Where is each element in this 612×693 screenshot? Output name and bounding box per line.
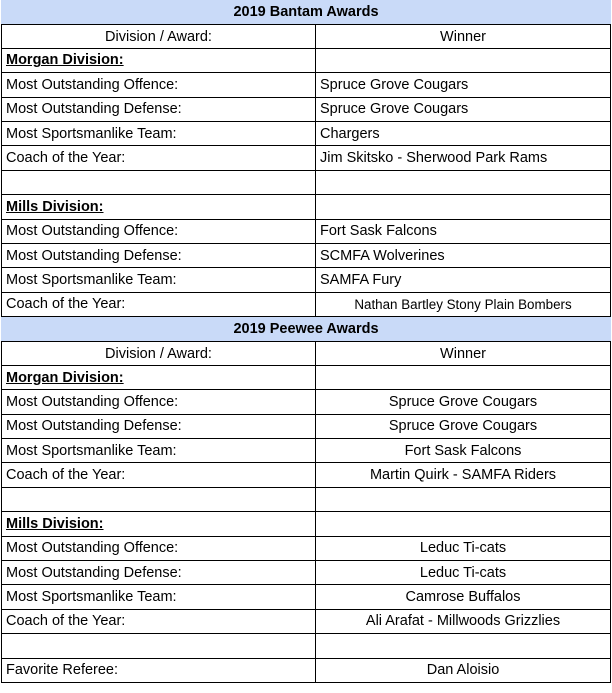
table-row xyxy=(1,390,611,414)
peewee-column-header xyxy=(1,341,611,365)
table-row xyxy=(1,561,611,585)
division-heading: Mills Division: xyxy=(1,512,315,536)
award-cell: Most Outstanding Offence: xyxy=(1,537,315,561)
division-heading: Mills Division: xyxy=(1,195,315,219)
empty-cell xyxy=(315,512,611,536)
award-cell: Most Outstanding Offence: xyxy=(1,73,315,97)
award-cell: Most Outstanding Defense: xyxy=(1,561,315,585)
winner-cell: Leduc Ti-cats xyxy=(315,561,611,585)
winner-cell: Jim Skitsko - Sherwood Park Rams xyxy=(315,146,611,170)
bantam-title: 2019 Bantam Awards xyxy=(1,0,611,24)
table-row xyxy=(1,610,611,634)
award-cell: Most Sportsmanlike Team: xyxy=(1,122,315,146)
bantam-column-header xyxy=(1,24,611,48)
awards-sheet xyxy=(1,0,611,683)
table-row xyxy=(1,463,611,487)
bantam-mills-heading-row xyxy=(1,195,611,219)
award-cell: Favorite Referee: xyxy=(1,659,315,683)
winner-cell: Fort Sask Falcons xyxy=(315,220,611,244)
award-cell: Most Outstanding Defense: xyxy=(1,415,315,439)
empty-cell xyxy=(315,49,611,73)
award-cell: Coach of the Year: xyxy=(1,463,315,487)
empty-cell xyxy=(315,366,611,390)
winner-cell: SAMFA Fury xyxy=(315,268,611,292)
winner-cell: Spruce Grove Cougars xyxy=(315,98,611,122)
peewee-col-award: Division / Award: xyxy=(1,341,315,365)
winner-cell: Camrose Buffalos xyxy=(315,585,611,609)
peewee-mills-heading-row xyxy=(1,512,611,536)
empty-cell xyxy=(315,171,611,195)
empty-cell xyxy=(315,488,611,512)
spacer-row xyxy=(1,634,611,658)
award-cell: Most Sportsmanlike Team: xyxy=(1,439,315,463)
division-heading: Morgan Division: xyxy=(1,366,315,390)
winner-cell: Martin Quirk - SAMFA Riders xyxy=(315,463,611,487)
table-row xyxy=(1,585,611,609)
award-cell: Most Outstanding Defense: xyxy=(1,244,315,268)
table-row xyxy=(1,439,611,463)
empty-cell xyxy=(315,195,611,219)
empty-cell xyxy=(1,171,315,195)
table-row xyxy=(1,415,611,439)
peewee-morgan-heading-row xyxy=(1,366,611,390)
bantam-col-award: Division / Award: xyxy=(1,24,315,48)
empty-cell xyxy=(315,634,611,658)
table-row xyxy=(1,537,611,561)
winner-cell: Dan Aloisio xyxy=(315,659,611,683)
winner-cell: Ali Arafat - Millwoods Grizzlies xyxy=(315,610,611,634)
spacer-row xyxy=(1,488,611,512)
winner-cell: Spruce Grove Cougars xyxy=(315,390,611,414)
award-cell: Most Outstanding Defense: xyxy=(1,98,315,122)
award-cell: Most Sportsmanlike Team: xyxy=(1,268,315,292)
division-heading: Morgan Division: xyxy=(1,49,315,73)
winner-cell: Chargers xyxy=(315,122,611,146)
table-row xyxy=(1,293,611,317)
bantam-col-winner: Winner xyxy=(315,24,611,48)
bantam-morgan-heading-row xyxy=(1,49,611,73)
table-row xyxy=(1,98,611,122)
peewee-title: 2019 Peewee Awards xyxy=(1,317,611,341)
table-row xyxy=(1,73,611,97)
referee-row xyxy=(1,659,611,683)
winner-cell: Spruce Grove Cougars xyxy=(315,73,611,97)
empty-cell xyxy=(1,634,315,658)
table-row xyxy=(1,122,611,146)
table-row xyxy=(1,268,611,292)
table-row xyxy=(1,220,611,244)
table-row xyxy=(1,244,611,268)
winner-cell: Nathan Bartley Stony Plain Bombers xyxy=(315,293,611,317)
award-cell: Most Outstanding Offence: xyxy=(1,390,315,414)
peewee-col-winner: Winner xyxy=(315,341,611,365)
award-cell: Most Sportsmanlike Team: xyxy=(1,585,315,609)
award-cell: Coach of the Year: xyxy=(1,610,315,634)
winner-cell: SCMFA Wolverines xyxy=(315,244,611,268)
award-cell: Coach of the Year: xyxy=(1,146,315,170)
award-cell: Most Outstanding Offence: xyxy=(1,220,315,244)
spacer-row xyxy=(1,171,611,195)
table-row xyxy=(1,146,611,170)
winner-cell: Spruce Grove Cougars xyxy=(315,415,611,439)
empty-cell xyxy=(1,488,315,512)
winner-cell: Fort Sask Falcons xyxy=(315,439,611,463)
award-cell: Coach of the Year: xyxy=(1,293,315,317)
winner-cell: Leduc Ti-cats xyxy=(315,537,611,561)
